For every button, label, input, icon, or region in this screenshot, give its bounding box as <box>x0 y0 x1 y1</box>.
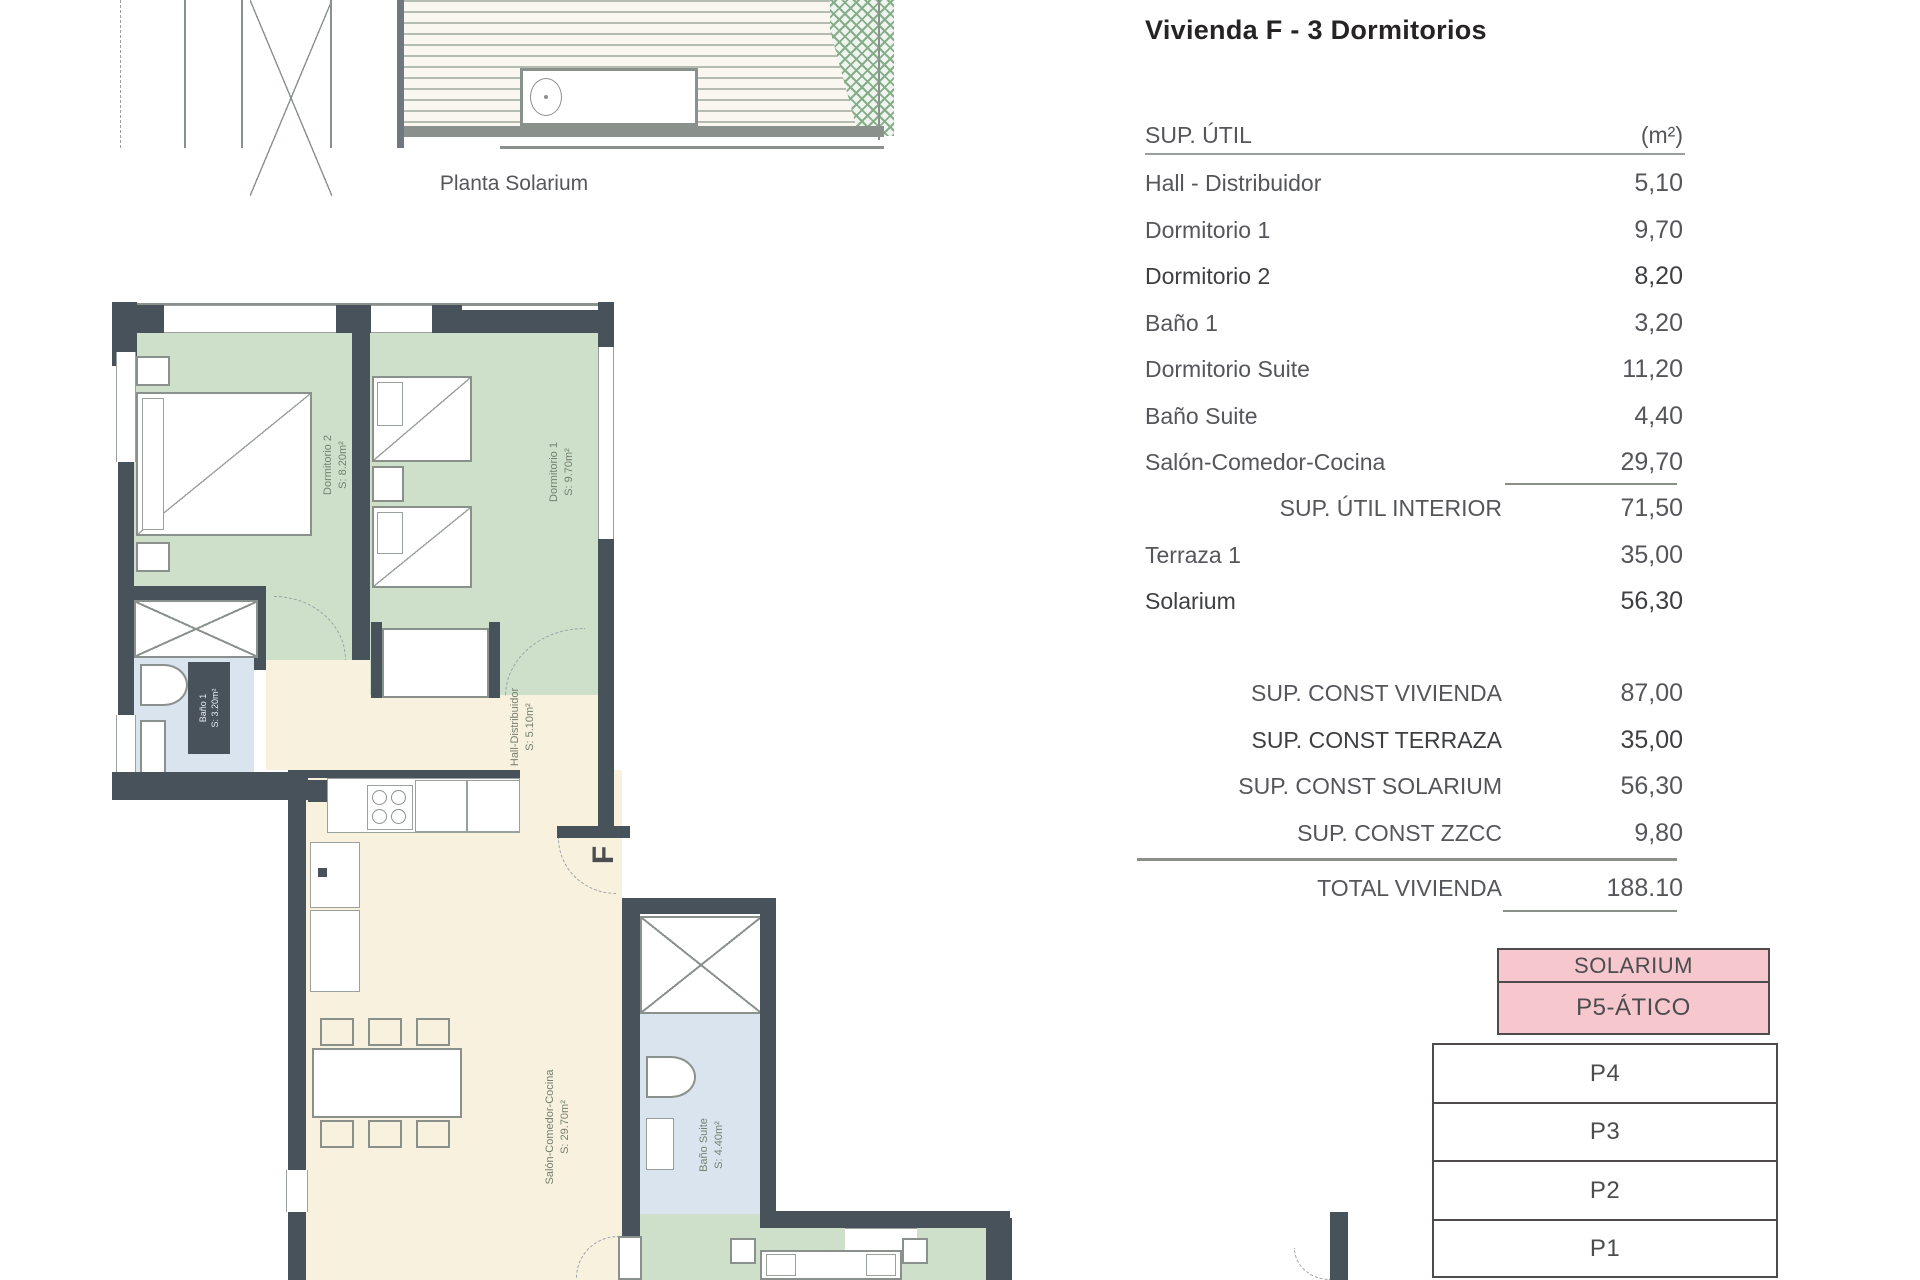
bano-suite-right-wall <box>760 898 776 1228</box>
planta-solarium-label: Planta Solarium <box>439 172 589 195</box>
row-label: SUP. CONST VIVIENDA <box>1251 679 1502 706</box>
chair <box>320 1018 354 1046</box>
bath-bottom-wall <box>112 772 308 800</box>
bath-door-leaf <box>140 720 166 774</box>
chair <box>368 1120 402 1148</box>
stair-cross-symbol <box>250 0 332 196</box>
bed-pillow <box>866 1254 896 1276</box>
table-row <box>1137 207 1685 253</box>
suite-top-wall <box>776 1211 1010 1228</box>
row-value: 8,20 <box>1634 261 1683 290</box>
sheet-title: Vivienda F - 3 Dormitorios <box>1145 15 1487 45</box>
solarium-bottom-wall <box>404 126 884 137</box>
row-value: 4,40 <box>1634 401 1683 430</box>
row-label: SUP. ÚTIL INTERIOR <box>1279 494 1502 521</box>
row-value: 35,00 <box>1620 725 1683 754</box>
level-label: SOLARIUM <box>1574 952 1693 978</box>
level-p3 <box>1432 1102 1778 1162</box>
bed-pillow <box>142 398 164 530</box>
entrance-wall <box>557 826 630 838</box>
burner <box>391 809 406 824</box>
shower <box>640 916 762 1014</box>
level-p2 <box>1432 1160 1778 1221</box>
suite-right-wall <box>986 1218 1012 1280</box>
const-row <box>1137 763 1685 809</box>
row-label: Solarium <box>1145 587 1236 614</box>
adjacent-plan-wall-fragment <box>1330 1212 1348 1280</box>
row-value: 3,20 <box>1634 308 1683 337</box>
main-floor-plan <box>0 290 1060 1280</box>
table-row <box>1137 393 1685 439</box>
bed-pillow <box>766 1254 796 1276</box>
row-label: Dormitorio 2 <box>1145 262 1271 289</box>
seat-dot <box>544 95 548 99</box>
row-label: Hall - Distribuidor <box>1145 169 1322 196</box>
header-label: SUP. ÚTIL <box>1145 121 1252 148</box>
row-value: 29,70 <box>1620 447 1683 476</box>
subtotal-row <box>1137 485 1685 531</box>
adjacent-door-arc <box>1294 1248 1330 1280</box>
const-row <box>1137 717 1685 763</box>
table-row <box>1137 253 1685 299</box>
row-label: SUP. CONST SOLARIUM <box>1238 772 1502 799</box>
row-value: 5,10 <box>1634 168 1683 197</box>
table-row <box>1137 439 1685 485</box>
row-label: SUP. CONST ZZCC <box>1297 819 1502 846</box>
level-solarium <box>1497 948 1770 983</box>
burner <box>372 790 387 805</box>
nightstand <box>902 1238 928 1264</box>
level-label: P3 <box>1589 1118 1621 1145</box>
level-p5-atico <box>1497 981 1770 1035</box>
nightstand <box>372 466 404 502</box>
window <box>116 715 136 773</box>
section-line <box>330 0 332 148</box>
dining-table <box>312 1048 462 1118</box>
bed-pillow <box>377 382 403 426</box>
row-label: Baño 1 <box>1145 309 1218 336</box>
kitchen-appliance <box>415 780 467 832</box>
kitchen-column-unit <box>310 910 360 992</box>
row-value: 11,20 <box>1622 354 1683 383</box>
table-row <box>1137 346 1685 392</box>
top-wall <box>462 310 602 333</box>
level-p1 <box>1432 1219 1778 1278</box>
salon-label: Salón-Comedor-Cocina S: 29.70m² <box>544 1069 571 1185</box>
row-value: 9,80 <box>1634 818 1683 847</box>
living-left-wall-lower <box>288 1212 306 1280</box>
window <box>286 1170 308 1212</box>
row-label: Dormitorio Suite <box>1145 355 1310 382</box>
row-label: Dormitorio 1 <box>1145 216 1271 243</box>
chair <box>416 1018 450 1046</box>
table-header <box>1137 112 1685 158</box>
boiler-unit <box>308 780 327 802</box>
bano-suite-label: Baño Suite S: 4.40m² <box>698 1118 725 1172</box>
dormitorio1-label: Dormitorio 1 S: 9.70m² <box>548 442 575 502</box>
row-value: 35,00 <box>1620 540 1683 569</box>
level-label: P1 <box>1589 1234 1621 1262</box>
fridge <box>467 780 520 832</box>
section-line <box>184 0 186 148</box>
level-label: P4 <box>1589 1059 1621 1087</box>
nightstand <box>730 1238 756 1264</box>
window <box>116 352 136 462</box>
table-row <box>1137 300 1685 346</box>
row-value: 71,50 <box>1620 493 1683 522</box>
const-row <box>1137 670 1685 716</box>
row-value: 9,70 <box>1634 215 1683 244</box>
burner <box>391 790 406 805</box>
bano-suite-top-wall <box>622 898 776 914</box>
right-wall <box>598 539 614 829</box>
top-wall-block <box>432 305 462 333</box>
table-row <box>1137 532 1685 578</box>
header-rule <box>1145 153 1685 155</box>
level-label: P2 <box>1589 1176 1621 1204</box>
chair <box>320 1120 354 1148</box>
dormitorio2-label: Dormitorio 2 S: 8.20m² <box>322 435 349 495</box>
table-row <box>1137 578 1685 624</box>
solarium-left-wall <box>397 0 404 148</box>
solarium-right-line <box>878 0 880 140</box>
table-row <box>1137 160 1685 206</box>
burner <box>372 809 387 824</box>
level-p4 <box>1432 1043 1778 1104</box>
solarium-lower-line <box>500 146 884 149</box>
total-underline <box>1503 910 1677 912</box>
row-label: SUP. CONST TERRAZA <box>1251 726 1502 753</box>
chair <box>368 1018 402 1046</box>
row-label: Baño Suite <box>1145 402 1258 429</box>
window <box>371 305 432 333</box>
section-dashed-line <box>120 0 121 148</box>
unit-letter: F <box>587 845 620 865</box>
row-value: 56,30 <box>1620 771 1683 800</box>
header-unit: (m²) <box>1640 121 1683 148</box>
suite-door-leaf <box>618 1236 642 1280</box>
row-label: Salón-Comedor-Cocina <box>1145 448 1386 475</box>
hall-label: Hall-Distribuidor S: 5.10m² <box>509 687 536 767</box>
planta-solarium-fragment <box>0 0 920 220</box>
nightstand <box>136 356 170 386</box>
bed-pillow <box>377 512 403 554</box>
chair <box>416 1120 450 1148</box>
row-value: 188.10 <box>1606 873 1683 902</box>
top-wall-block <box>137 305 164 333</box>
nightstand <box>136 542 170 572</box>
const-row <box>1137 810 1685 856</box>
window <box>164 305 336 333</box>
living-left-wall <box>288 770 306 1170</box>
total-row <box>1137 865 1685 911</box>
dormitorio2-bottom-wall <box>134 586 260 600</box>
row-value: 56,30 <box>1620 586 1683 615</box>
row-label: Terraza 1 <box>1145 541 1241 568</box>
section-line <box>241 0 243 148</box>
right-wall-lower <box>622 898 640 1280</box>
oven-mark <box>318 868 327 877</box>
row-label: TOTAL VIVIENDA <box>1317 874 1502 901</box>
level-label: P5-ÁTICO <box>1576 994 1691 1021</box>
row-value: 87,00 <box>1620 678 1683 707</box>
wall-stub <box>371 622 382 698</box>
top-wall-block <box>336 305 371 333</box>
total-rule <box>1137 858 1677 861</box>
kitchen-back-wall <box>290 770 520 778</box>
bano1-label: Baño 1 S: 3.20m² <box>197 688 220 728</box>
